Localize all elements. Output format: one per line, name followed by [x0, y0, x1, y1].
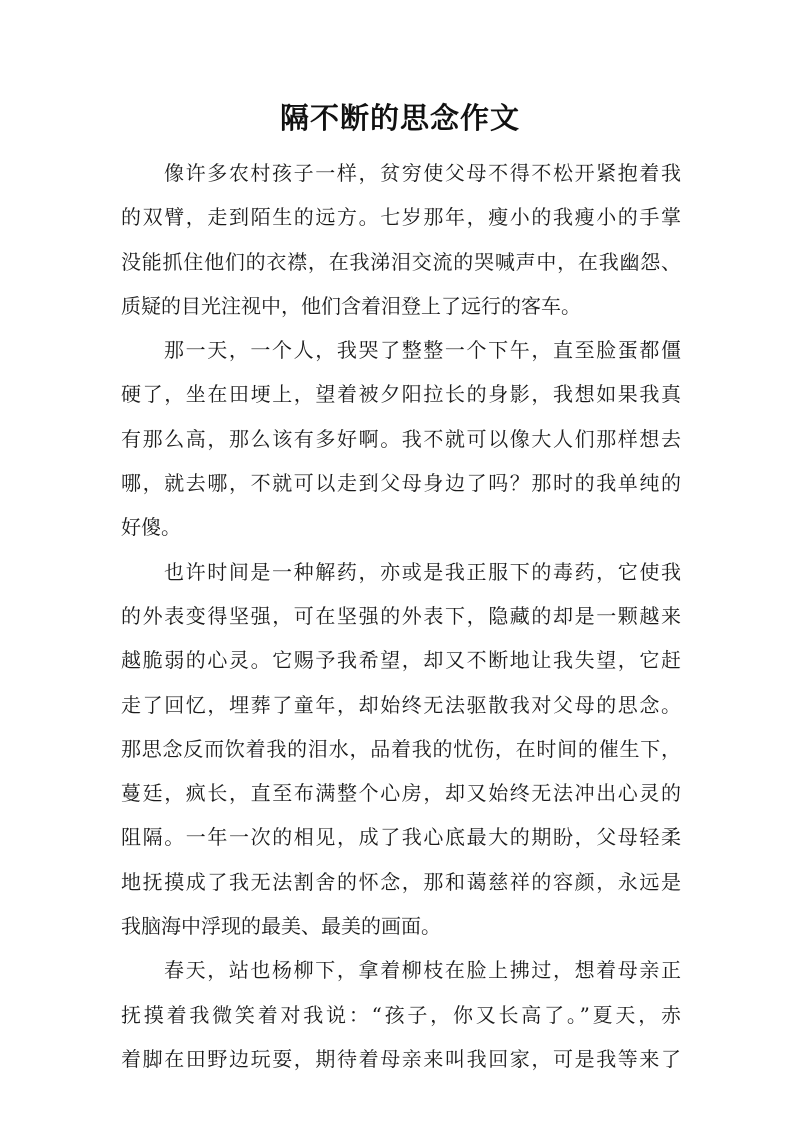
text-line: 抚摸着我微笑着对我说：“孩子，你又长高了。”夏天，赤	[121, 1002, 681, 1027]
text-line: 也许时间是一种解药，亦或是我正服下的毒药，它使我	[164, 559, 681, 584]
document-title: 隔不断的思念作文	[279, 101, 520, 135]
text-line: 那一天，一个人，我哭了整整一个下午，直至脸蛋都僵	[164, 338, 681, 363]
text-line: 那思念反而饮着我的泪水，品着我的忧伤，在时间的催生下，	[121, 736, 681, 761]
text-line: 蔓廷，疯长，直至布满整个心房，却又始终无法冲出心灵的	[121, 781, 681, 806]
text-line: 着脚在田野边玩耍，期待着母亲来叫我回家，可是我等来了	[121, 1046, 681, 1071]
text-line: 像许多农村孩子一样，贫穷使父母不得不松开紧抱着我	[164, 161, 681, 185]
text-line: 我脑海中浮现的最美、最美的画面。	[121, 914, 441, 939]
document-body	[121, 151, 681, 1081]
text-line: 春天，站也杨柳下，拿着柳枝在脸上拂过，想着母亲正	[164, 958, 681, 983]
text-line: 质疑的目光注视中，他们含着泪登上了远行的客车。	[121, 293, 581, 318]
text-line: 哪，就去哪，不就可以走到父母身边了吗？那时的我单纯的	[121, 471, 681, 496]
paragraph	[121, 151, 681, 328]
text-line: 有那么高，那么该有多好啊。我不就可以像大人们那样想去	[121, 426, 681, 451]
text-line: 的双臂，走到陌生的远方。七岁那年，瘦小的我瘦小的手掌	[121, 205, 681, 230]
paragraph	[121, 328, 681, 549]
text-line: 阻隔。一年一次的相见，成了我心底最大的期盼，父母轻柔	[121, 825, 681, 850]
paragraph	[121, 550, 681, 949]
text-line: 的外表变得坚强，可在坚强的外表下，隐藏的却是一颗越来	[121, 603, 681, 628]
text-line: 没能抓住他们的衣襟，在我涕泪交流的哭喊声中，在我幽怨、	[121, 249, 681, 274]
text-line: 走了回忆，埋葬了童年，却始终无法驱散我对父母的思念。	[121, 692, 681, 717]
text-line: 越脆弱的心灵。它赐予我希望，却又不断地让我失望，它赶	[121, 648, 681, 673]
text-line: 好傻。	[121, 515, 181, 540]
text-line: 地抚摸成了我无法割舍的怀念，那和蔼慈祥的容颜，永远是	[121, 869, 681, 894]
paragraph	[121, 948, 681, 1081]
text-line: 硬了，坐在田埂上，望着被夕阳拉长的身影，我想如果我真	[121, 382, 681, 407]
